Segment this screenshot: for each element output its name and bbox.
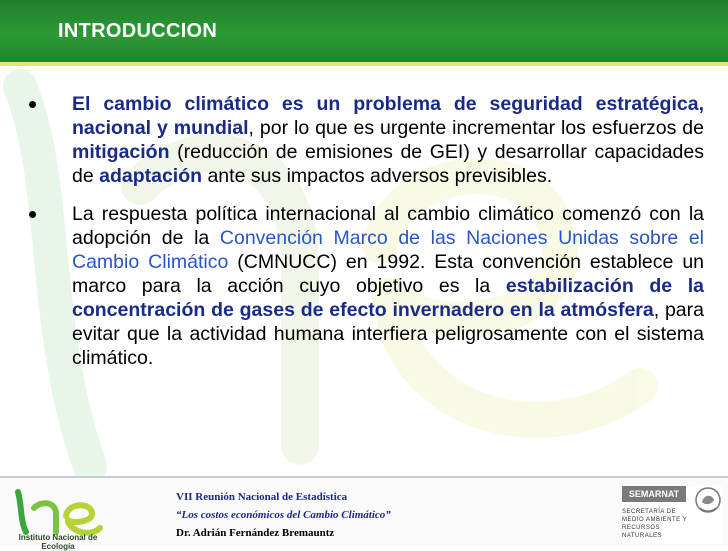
header-divider	[0, 62, 728, 66]
bullet-item	[28, 89, 704, 188]
bullet-item	[28, 199, 705, 370]
text-segment: Convención Marco de las Naciones Unidas sobre el Cambio Climático	[72, 227, 705, 273]
bullet-icon: •	[28, 199, 38, 229]
slide-body	[28, 89, 705, 384]
slide-title: INTRODUCCION	[58, 20, 218, 42]
text-segment: , por lo que es urgente incrementar los esfuerzos de	[248, 117, 704, 139]
bullet-icon: •	[28, 89, 38, 119]
text-segment: (CMNUCC) en 1992. Esta convención establece un marco para la acción cuyo objetivo es la	[72, 251, 705, 297]
presentation-title: “Los costos económicos del Cambio Climático”	[176, 509, 391, 521]
text-segment: estabilización de la concentración de gases de efecto invernadero en la atmósfera	[72, 275, 704, 321]
ine-caption: Instituto Nacional de Ecología	[18, 533, 98, 551]
bullet-text-1	[72, 92, 704, 188]
mexico-seal-icon	[694, 486, 722, 520]
text-segment: (reducción de emisiones de GEI) y desarrollar capacidades de	[72, 141, 704, 187]
text-segment: , para evitar que la actividad humana interfiera peligrosamente con el sistema climático.	[72, 299, 704, 369]
semarnat-subtitle: SECRETARÍA DE MEDIO AMBIENTE Y RECURSOS NATURALES	[622, 509, 688, 539]
semarnat-label: SEMARNAT	[622, 486, 686, 502]
text-segment: mitigación	[72, 141, 170, 163]
footer-text	[176, 488, 391, 542]
presenter-name: Dr. Adrián Fernández Bremauntz	[176, 527, 335, 539]
text-segment: El cambio climático es un problema de seguridad estratégica, nacional y mundial	[72, 93, 704, 139]
slide-header	[0, 0, 728, 62]
event-name: VII Reunión Nacional de Estadística	[176, 491, 348, 503]
semarnat-logo	[622, 486, 722, 544]
text-segment: La respuesta política internacional al cambio climático comenzó con la adopción de la	[72, 203, 704, 249]
text-segment: ante sus impactos adversos previsibles.	[202, 165, 553, 187]
slide-footer	[0, 478, 728, 551]
text-segment: adaptación	[99, 165, 203, 187]
bullet-text-2	[72, 202, 704, 370]
